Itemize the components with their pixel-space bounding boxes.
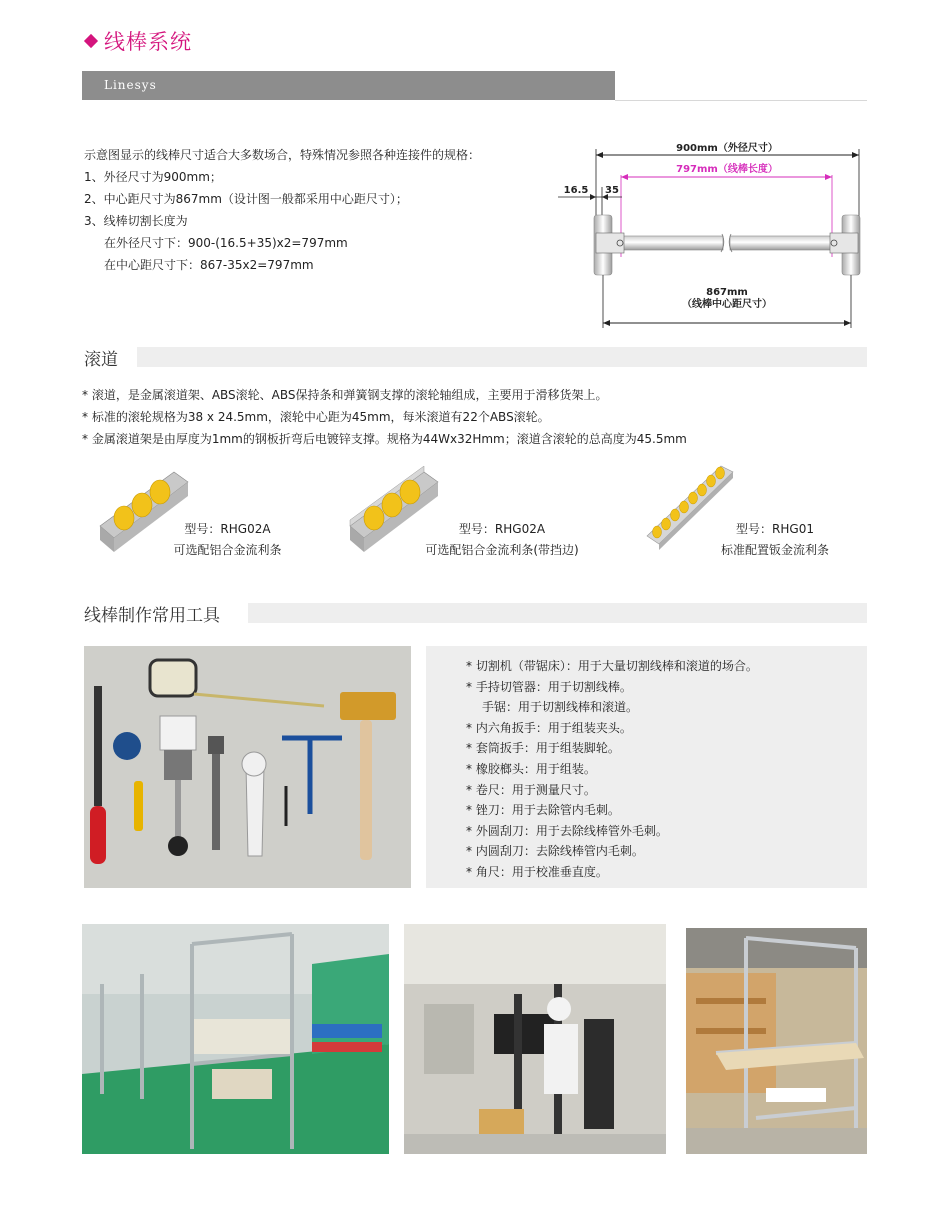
tool-item: * 橡胶榔头：用于组装。 [466,761,596,776]
warehouse-rack-illustration [686,928,867,1154]
center-dimension-label: （线棒中心距尺寸） [682,299,772,310]
center-dimension [603,275,851,328]
tool-item: * 锉刀：用于去除管内毛刺。 [466,803,620,818]
intro-line: 2、中心距尺寸为867mm（设计图一般都采用中心距尺寸）； [84,192,408,206]
divider [615,100,867,101]
factory-photo-2 [404,924,666,1154]
roller-bullets [82,384,687,450]
tool-item: * 卷尺：用于测量尺寸。 [466,782,596,797]
tools-heading: 线棒制作常用工具 [84,606,220,626]
tools-heading-bar [248,603,867,623]
factory-photo-1 [82,924,389,1154]
outer-dimension [596,141,859,217]
pipe-assembly [594,215,860,275]
workstation-line-illustration [82,924,389,1154]
page-title-row [86,26,192,56]
roller-heading-bar [137,347,867,367]
product-3-model: 型号：RHG01 [736,522,814,536]
tools-photo [84,646,411,888]
roller-bullet: * 标准的滚轮规格为38 x 24.5mm，滚轮中心距为45mm，每米滚道有22个ABS滚轮。 [82,410,550,424]
intro-line: 在外径尺寸下：900-(16.5+35)x2=797mm [104,236,348,250]
tool-item: 手锯：用于切割线棒和滚道。 [482,700,639,715]
roller-bullet: * 金属滚道架是由厚度为1mm的钢板折弯后电镀锌支撑。规格为44Wx32Hmm；滚道含滚轮的总高度为45.5mm [82,432,687,446]
tools-illustration [84,646,411,888]
center-dimension-value: 867mm [706,287,748,298]
intro-line: 3、线棒切割长度为 [84,214,188,228]
pipe-dimension-diagram [550,135,880,335]
roller-heading: 滚道 [84,350,118,370]
outer-dimension-label: 900mm（外径尺寸） [676,143,778,154]
title-bar-subtitle: Linesys [104,78,157,92]
intro-line: 在中心距尺寸下：867-35x2=797mm [104,258,314,272]
title-bar [82,71,615,100]
product-1-model: 型号：RHG02A [184,522,271,536]
product-1-caption [150,519,305,561]
intro-line: 1、外径尺寸为900mm； [84,170,222,184]
length-dimension-label: 797mm（线棒长度） [676,164,778,175]
dim-35-label: 35 [605,185,619,196]
product-2-desc: 可选配铝合金流利条(带挡边) [425,543,579,557]
tool-item: * 套筒扳手：用于组装脚轮。 [466,741,620,756]
intro-text [84,144,480,276]
end-dimensions [558,185,622,217]
product-2-model: 型号：RHG02A [458,522,546,536]
product-2-caption [402,519,602,561]
tool-item: * 外圆刮刀：用于去除线棒管外毛刺。 [466,823,668,838]
page-title: 线棒系统 [104,30,192,54]
tool-item: * 内六角扳手：用于组装夹头。 [466,720,632,735]
product-3-desc: 标准配置钣金流利条 [720,543,829,557]
tool-item: * 切割机（带锯床）：用于大量切割线棒和滚道的场合。 [466,659,758,673]
diamond-icon [84,34,98,48]
intro-line: 示意图显示的线棒尺寸适合大多数场合，特殊情况参照各种连接件的规格： [84,148,481,162]
worker-assembly-illustration [404,924,666,1154]
roller-bullet: * 滚道，是金属滚道架、ABS滚轮、ABS保持条和弹簧钢支撑的滚轮轴组成，主要用于滑移货架上。 [82,388,608,402]
tool-item: * 角尺：用于校准垂直度。 [466,864,608,879]
tool-item: * 手持切管器：用于切割线棒。 [466,679,632,694]
product-3-caption [700,519,850,561]
tool-item: * 内圆刮刀：去除线棒管内毛刺。 [466,844,644,859]
factory-photo-3 [686,928,867,1154]
product-1-desc: 可选配铝合金流利条 [173,543,282,557]
tools-list [466,656,758,883]
dim-16-5-label: 16.5 [563,185,589,196]
